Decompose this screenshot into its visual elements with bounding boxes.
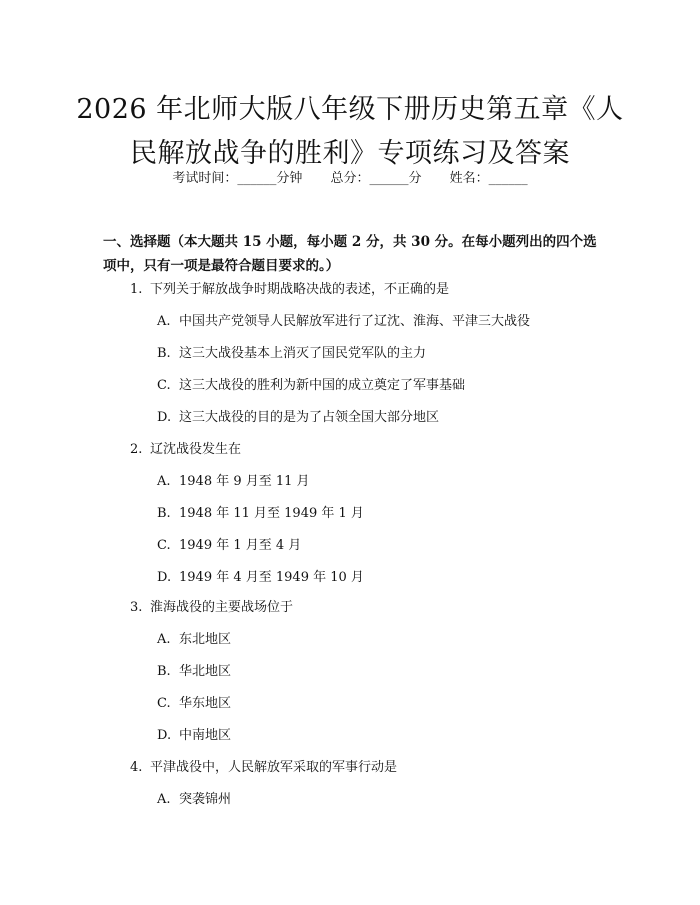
option-text: 东北地区	[179, 632, 232, 647]
section-heading-line-1: 一、选择题（本大题共 15 小题，每小题 2 分，共 30 分。在每小题列出的四个选	[103, 234, 597, 250]
student-name-field: 姓名：______	[449, 171, 528, 186]
option-text: 突袭锦州	[179, 792, 232, 807]
option-letter: B.	[157, 506, 171, 521]
question-number: 2.	[130, 442, 143, 457]
option-text: 1949 年 1 月至 4 月	[179, 538, 302, 553]
question-number: 3.	[130, 600, 143, 615]
option-letter: C.	[157, 696, 171, 711]
question-3-option-a	[157, 631, 231, 649]
option-text: 中国共产党领导人民解放军进行了辽沈、淮海、平津三大战役	[179, 314, 531, 329]
question-2-option-a	[157, 473, 310, 491]
title-line-2: 民解放战争的胜利》专项练习及答案	[130, 138, 570, 169]
option-letter: B.	[157, 346, 171, 361]
option-letter: D.	[157, 728, 172, 743]
option-text: 这三大战役的胜利为新中国的成立奠定了军事基础	[179, 378, 466, 393]
option-text: 华北地区	[179, 664, 232, 679]
question-2-option-b	[157, 505, 364, 523]
question-text: 淮海战役的主要战场位于	[150, 600, 294, 615]
section-heading	[103, 230, 603, 278]
option-letter: D.	[157, 570, 172, 585]
question-4	[130, 759, 397, 777]
option-text: 这三大战役的目的是为了占领全国大部分地区	[179, 410, 440, 425]
option-text: 这三大战役基本上消灭了国民党军队的主力	[179, 346, 427, 361]
question-1-option-d	[157, 409, 439, 427]
question-number: 4.	[130, 760, 143, 775]
question-1-option-c	[157, 377, 465, 395]
total-score-field: 总分：______分	[330, 171, 422, 186]
section-heading-line-2: 项中，只有一项是最符合题目要求的。）	[103, 258, 340, 274]
question-text: 平津战役中，人民解放军采取的军事行动是	[150, 760, 398, 775]
option-text: 1948 年 9 月至 11 月	[179, 474, 310, 489]
question-number: 1.	[130, 282, 143, 297]
option-letter: A.	[157, 632, 171, 647]
question-2-option-c	[157, 537, 301, 555]
question-text: 下列关于解放战争时期战略决战的表述，不正确的是	[150, 282, 450, 297]
question-2-option-d	[157, 569, 364, 587]
option-letter: A.	[157, 792, 171, 807]
exam-info-bar	[0, 170, 700, 188]
question-1-option-b	[157, 345, 426, 363]
question-3-option-b	[157, 663, 231, 681]
question-text: 辽沈战役发生在	[150, 442, 242, 457]
question-1	[130, 281, 449, 299]
option-text: 华东地区	[179, 696, 232, 711]
option-letter: A.	[157, 474, 171, 489]
exam-time-field: 考试时间：______分钟	[172, 171, 303, 186]
option-letter: A.	[157, 314, 171, 329]
option-text: 1948 年 11 月至 1949 年 1 月	[179, 506, 364, 521]
option-text: 1949 年 4 月至 1949 年 10 月	[179, 570, 364, 585]
document-title	[40, 88, 660, 176]
option-letter: B.	[157, 664, 171, 679]
option-letter: D.	[157, 410, 172, 425]
question-3-option-d	[157, 727, 231, 745]
question-3	[130, 599, 293, 617]
option-text: 中南地区	[179, 728, 232, 743]
question-2	[130, 441, 241, 459]
option-letter: C.	[157, 378, 171, 393]
question-3-option-c	[157, 695, 231, 713]
title-line-1: 2026 年北师大版八年级下册历史第五章《人	[76, 94, 624, 125]
question-4-option-a	[157, 791, 231, 809]
question-1-option-a	[157, 313, 530, 331]
option-letter: C.	[157, 538, 171, 553]
